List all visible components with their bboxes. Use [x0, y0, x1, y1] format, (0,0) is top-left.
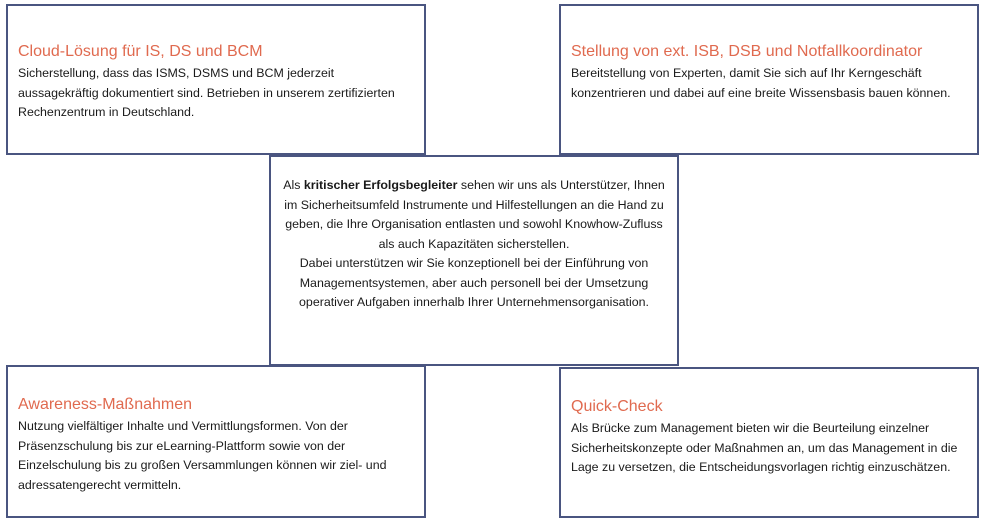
cloud-solution-box	[6, 4, 426, 155]
external-officer-title: Stellung von ext. ISB, DSB und Notfallkoordinator	[571, 43, 923, 60]
center-text	[279, 176, 669, 313]
center-intro-prefix: Als	[283, 178, 301, 192]
quick-check-text: Als Brücke zum Management bieten wir die Beurteilung einzelner Sicherheitskonzepte oder Maßnahmen an, um das Management in die Lage zu versetzen, die Entscheidungsvorlagen richtig einzuschätzen.	[571, 421, 958, 475]
center-intro-rest: sehen wir uns als Unterstützer, Ihnen im Sicherheitsumfeld Instrumente und Hilfestellungen an die Hand zu geben, die Ihre Organisation entlasten und sowohl Knowhow-Zufluss als auch Kapazitäten sicherstellen.	[284, 178, 665, 251]
quick-check-box	[559, 367, 979, 518]
external-officer-box	[559, 4, 979, 155]
awareness-title: Awareness-Maßnahmen	[18, 396, 193, 413]
external-officer-text: Bereitstellung von Experten, damit Sie sich auf Ihr Kerngeschäft konzentrieren und dabei auf eine breite Wissensbasis bauen können.	[571, 66, 951, 100]
center-intro-bold: kritischer Erfolgsbegleiter	[303, 178, 458, 192]
cloud-solution-text: Sicherstellung, dass das ISMS, DSMS und BCM jederzeit aussagekräftig dokumentiert sind. Betrieben in unserem zertifizierten Rechenzentrum in Deutschland.	[18, 66, 395, 120]
critical-success-companion-box	[269, 155, 679, 366]
awareness-text: Nutzung vielfältiger Inhalte und Vermittlungsformen. Von der Präsenzschulung bis zur eLearning-Plattform sowie von der Einzelschulung bis zu großen Versammlungen können wir ziel- und adressatengerecht vermitteln.	[18, 419, 387, 492]
center-second-paragraph: Dabei unterstützen wir Sie konzeptionell bei der Einführung von Managementsystemen, aber auch personell bei der Umsetzung operativer Aufgaben innerhalb Ihrer Unternehmensorganisation.	[299, 256, 649, 309]
awareness-box	[6, 365, 426, 518]
center-intro	[279, 176, 669, 254]
cloud-solution-title: Cloud-Lösung für IS, DS und BCM	[18, 43, 263, 60]
quick-check-title: Quick-Check	[571, 398, 663, 415]
